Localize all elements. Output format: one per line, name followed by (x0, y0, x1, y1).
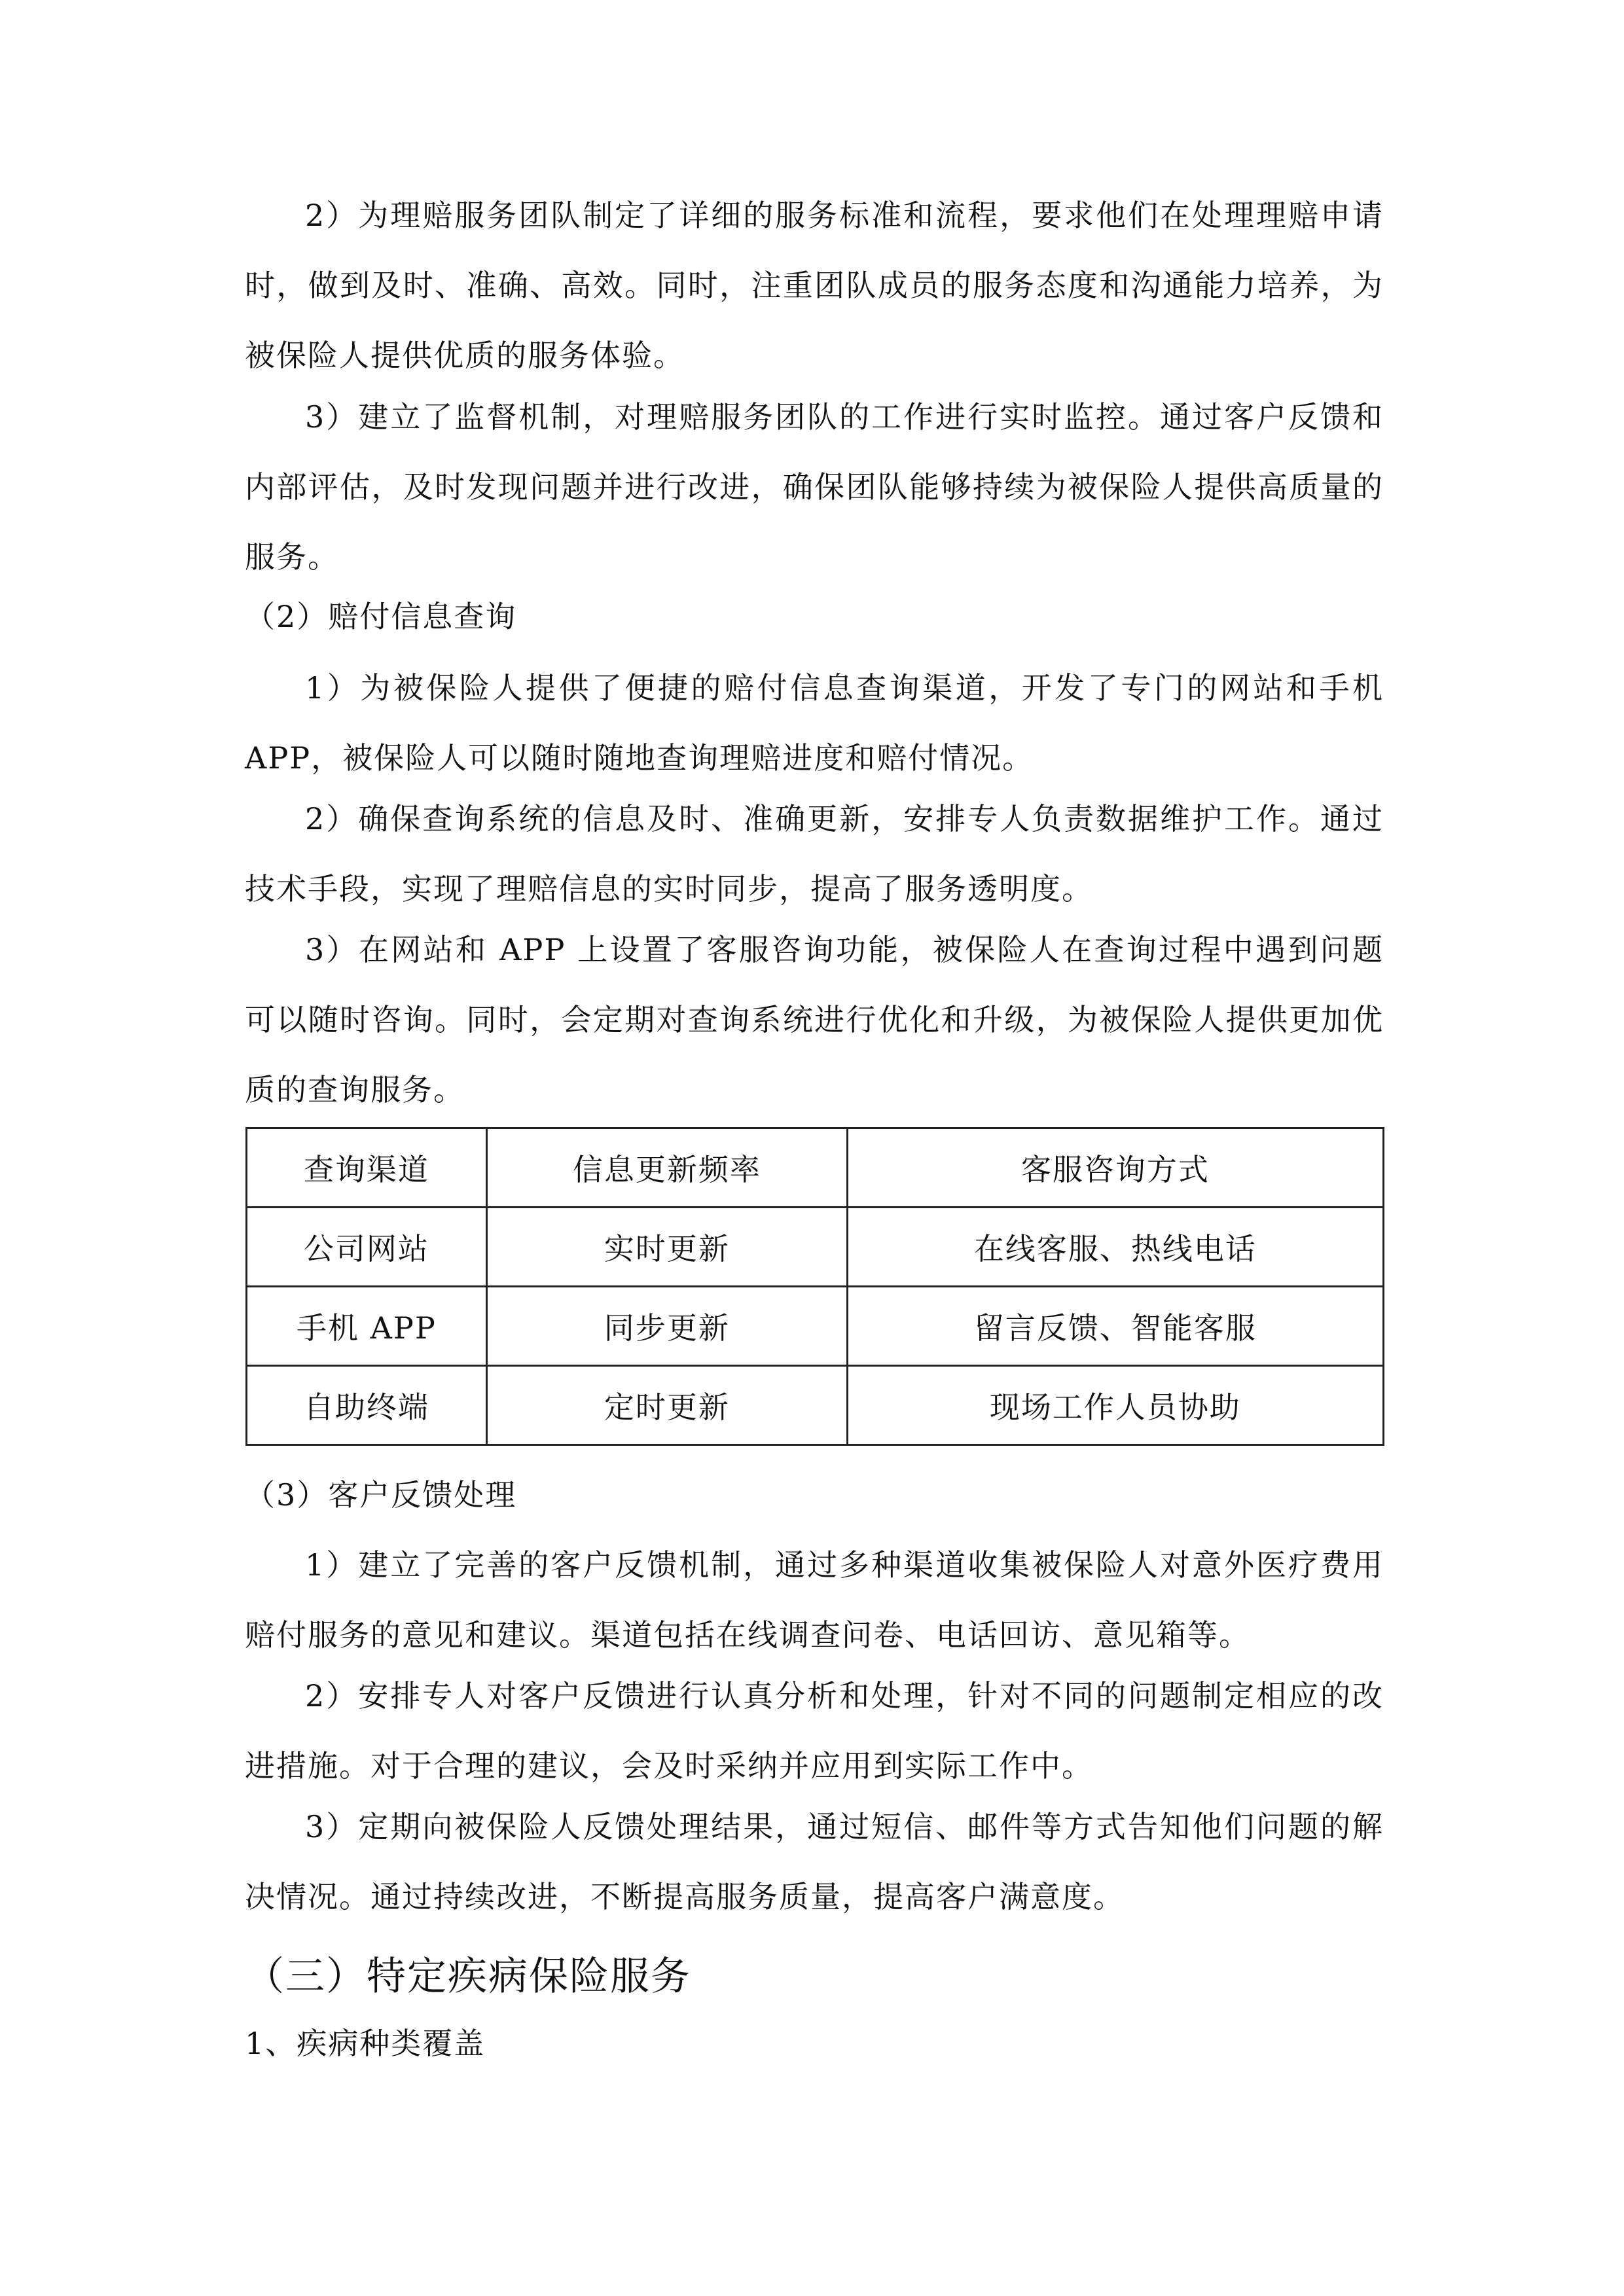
item-heading: 1、疾病种类覆盖 (245, 2026, 486, 2061)
table-cell: 留言反馈、智能客服 (847, 1287, 1383, 1366)
subheading-payout-query: （2）赔付信息查询 (245, 599, 517, 634)
paragraph-feedback-analysis: 2）安排专人对客户反馈进行认真分析和处理，针对不同的问题制定相应的改进措施。对于合理的建议，会及时采纳并应用到实际工作中。 (245, 1678, 1384, 1784)
paragraph-supervision: 3）建立了监督机制，对理赔服务团队的工作进行实时监控。通过客户反馈和内部评估，及时发现问题并进行改进，确保团队能够持续为被保险人提供高质量的服务。 (245, 399, 1384, 575)
paragraph-team-standards: 2）为理赔服务团队制定了详细的服务标准和流程，要求他们在处理理赔申请时，做到及时、准确、高效。同时，注重团队成员的服务态度和沟通能力培养，为被保险人提供优质的服务体验。 (245, 198, 1384, 373)
table-cell: 定时更新 (486, 1366, 847, 1445)
paragraph-feedback-result: 3）定期向被保险人反馈处理结果，通过短信、邮件等方式告知他们问题的解决情况。通过持续改进，不断提高服务质量，提高客户满意度。 (245, 1809, 1384, 1914)
table-cell: 同步更新 (486, 1287, 847, 1366)
table-row (247, 1208, 1384, 1287)
paragraph-data-update: 2）确保查询系统的信息及时、准确更新，安排专人负责数据维护工作。通过技术手段，实现了理赔信息的实时同步，提高了服务透明度。 (245, 801, 1384, 906)
table-cell: 实时更新 (486, 1208, 847, 1287)
table-cell: 在线客服、热线电话 (847, 1208, 1383, 1287)
table-header-cell: 信息更新频率 (486, 1128, 847, 1208)
subheading-feedback: （3）客户反馈处理 (245, 1477, 517, 1513)
table-header-cell: 客服咨询方式 (847, 1128, 1383, 1208)
table-cell: 手机 APP (247, 1287, 487, 1366)
table-cell: 自助终端 (247, 1366, 487, 1445)
paragraph-customer-service: 3）在网站和 APP 上设置了客服咨询功能，被保险人在查询过程中遇到问题可以随时咨询。同时，会定期对查询系统进行优化和升级，为被保险人提供更加优质的查询服务。 (245, 932, 1384, 1107)
table-header-row (247, 1128, 1384, 1208)
table-cell: 公司网站 (247, 1208, 487, 1287)
paragraph-query-channels: 1）为被保险人提供了便捷的赔付信息查询渠道，开发了专门的网站和手机APP，被保险人可以随时随地查询理赔进度和赔付情况。 (245, 670, 1384, 776)
table-cell: 现场工作人员协助 (847, 1366, 1383, 1445)
table-header-cell: 查询渠道 (247, 1128, 487, 1208)
section-heading: （三）特定疾病保险服务 (245, 1954, 691, 2000)
table-row (247, 1366, 1384, 1445)
table-row (247, 1287, 1384, 1366)
query-channel-table (245, 1127, 1384, 1446)
paragraph-feedback-mechanism: 1）建立了完善的客户反馈机制，通过多种渠道收集被保险人对意外医疗费用赔付服务的意见和建议。渠道包括在线调查问卷、电话回访、意见箱等。 (245, 1547, 1384, 1653)
